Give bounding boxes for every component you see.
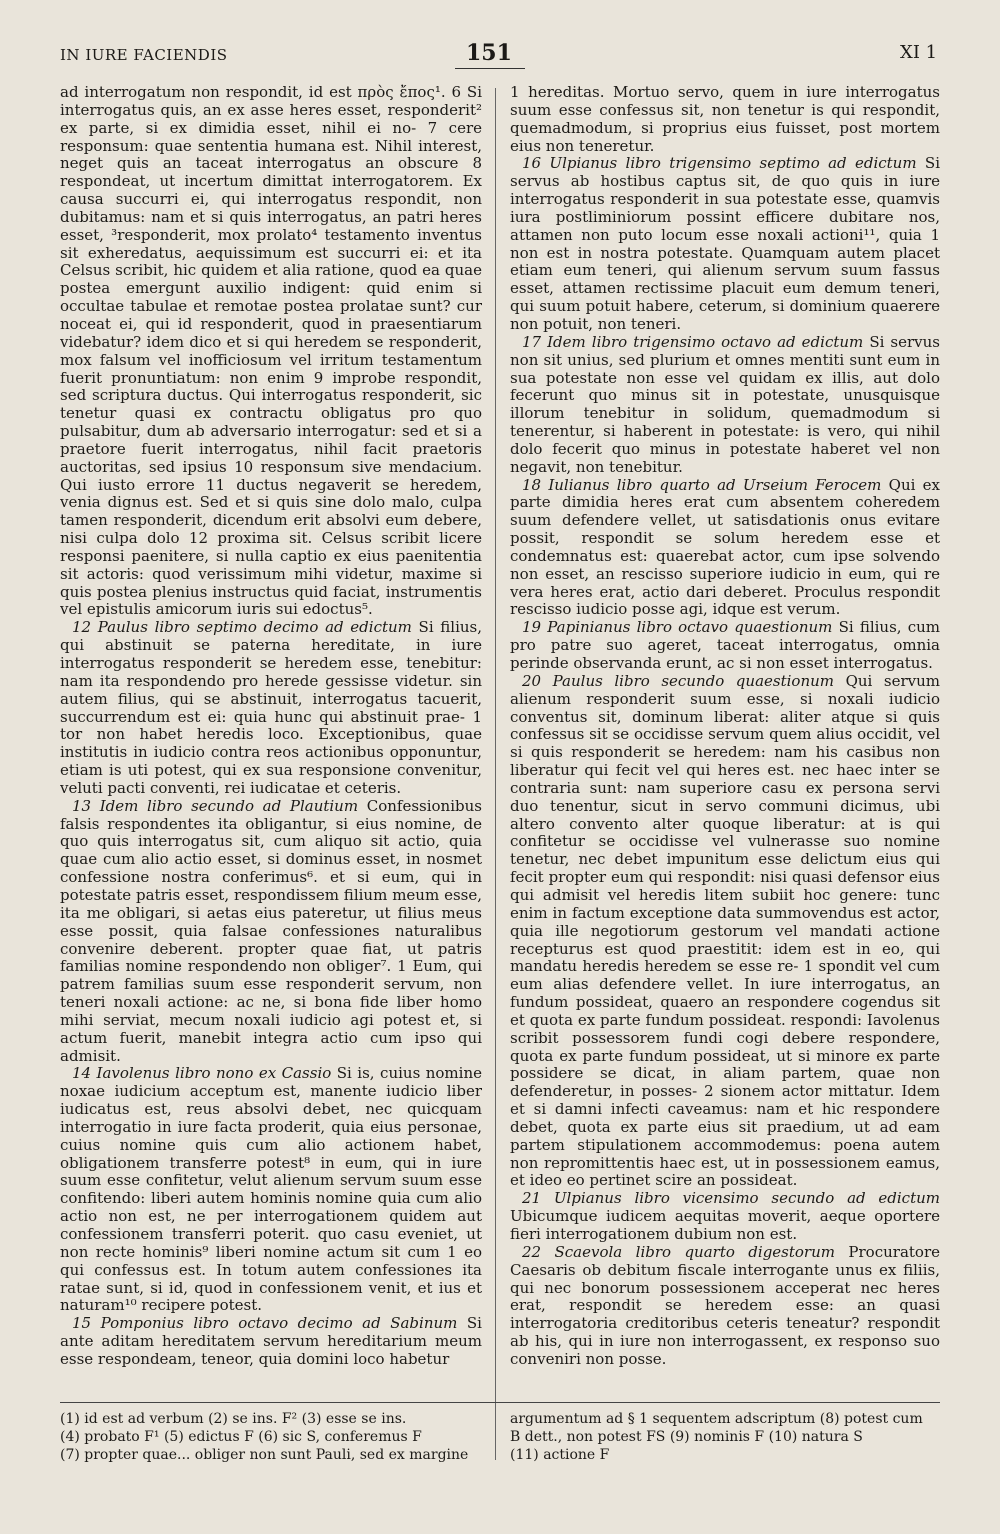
section-text: Confessionibus falsis respondentes ita obligantur, si eius nomine, de quo quis interrogatus sit, cum aliquo sit actio, quia quae cum alio actio esset, si dominus esset, in nosmet confessione nostra conferimus⁶. et si eum, qui in potestate patris esset, respondissem filium meum esse, ita me obligari, si aetas eius pateretur, ut filius meus esse possit, quia falsae confessiones naturalibus convenire deberent. propter quae fiat, ut patris familias nomine respondendo non obliger⁷. 1 Eum, qui patrem familias suum esse responderit servum, non teneri noxali actione: ac ne, si bona fide liber homo mihi serviat, mecum noxali iudicio agi potest et, si actum fuerit, manebit integra actio cum ipso qui admisit.	[60, 796, 482, 1065]
running-title: IN IURE FACIENDIS	[60, 46, 228, 64]
section-heading: 14 Iavolenus libro nono ex Cassio	[72, 1064, 332, 1083]
section-heading: 22 Scaevola libro quarto digestorum	[522, 1242, 835, 1261]
section-17	[510, 334, 940, 477]
left-column-intro: ad interrogatum non respondit, id est πρὸς ἔπος¹. 6 Si interrogatus quis, an ex asse heres esset, responderit² ex parte, si ex dimidia esset, nihil ei no- 7 cere responsum: quae sententia humana est. Nihil interest, neget quis an taceat interrogatus an obscure 8 respondeat, ut incertum dimittat interrogatorem. Ex causa succurri ei, qui interrogatus respondit, non dubitamus: nam et si quis interrogatus, an patri heres esset, ³responderit, mox prolato⁴ testamento inventus sit exheredatus, aequissimum est succurri ei: et ita Celsus scribit, hic quidem et alia ratione, quod ea quae postea emergunt auxilio indigent: quid enim si occultae tabulae et remotae postea prolatae sunt? cur noceat ei, qui id responderit, quod in praesentiarum videbatur? idem dico et si qui heredem se responderit, mox falsum vel inofficiosum vel irritum testamentum fuerit pronuntiatum: non enim 9 improbe respondit, sed scriptura ductus. Qui interrogatus responderit, sic tenetur quasi ex contractu obligatus pro quo pulsabitur, dum ab adversario interrogatur: sed et si a praetore fuerit interrogatus, nihil facit praetoris auctoritas, sed ipsius 10 responsum sive mendacium. Qui iusto errore 11 ductus negaverit se heredem, venia dignus est. Sed et si quis sine dolo malo, culpa tamen responderit, dicendum erit absolvi eum debere, nisi culpa dolo 12 proxima sit. Celsus scribit licere responsi paenitere, si nulla captio ex eius paenitentia sit actoris: quod verissimum mihi videtur, maxime si quis postea plenius instructus quid faciat, instrumentis vel epistulis amicorum iuris sui edoctus⁵.	[60, 84, 482, 619]
section-text: Si servus non sit unius, sed plurium et omnes mentiti sunt eum in sua potestate non esse vel quidam ex illis, aut dolo fecerunt quo minus sit in potestate, unusquisque illorum tenebitur in solidum, quemadmodum si tenerentur, si haberent in potestate: is vero, qui nihil dolo fecerit quo minus in potestate haberet vel non negavit, non tenebitur.	[510, 332, 940, 476]
section-text: Si is, cuius nomine noxae iudicium acceptum est, manente iudicio liber iudicatus est, reus absolvi debet, nec quicquam interrogatio in iure facta proderit, quia eius personae, cuius nomine quis cum alio actionem habet, obligationem transferre potest⁸ in eum, qui in iure suum esse confitetur, velut alienum servum suum esse confitendo: liberi autem hominis nomine quia cum alio actio non est, ne per interrogationem quidem aut confessionem transferri poterit. quo casu eveniet, ut non recte hominis⁹ liberi nomine actum sit cum 1 eo qui confessus est. In totum autem confessiones ita ratae sunt, si id, quod in confessionem venit, et ius et naturam¹⁰ recipere potest.	[60, 1064, 482, 1315]
section-text: Si filius, cum pro patre suo ageret, taceat interrogatus, omnia perinde observanda erunt, ac si non esset interrogatus.	[510, 618, 940, 672]
section-text: Ubicumque iudicem aequitas moverit, aeque oportere fieri interrogationem dubium non est.	[510, 1207, 940, 1243]
section-heading: 19 Papinianus libro octavo quaestionum	[522, 618, 833, 637]
section-14	[60, 1065, 482, 1315]
right-sections	[510, 155, 940, 1368]
section-15	[60, 1315, 482, 1369]
section-reference: XI 1	[900, 42, 938, 63]
section-heading: 15 Pomponius libro octavo decimo ad Sabinum	[72, 1314, 458, 1333]
section-18	[510, 477, 940, 620]
section-heading: 21 Ulpianus libro vicensimo secundo ad edictum	[522, 1189, 940, 1208]
left-text-column	[60, 84, 482, 1396]
footnotes-left: (1) id est ad verbum (2) se ins. F² (3) esse se ins. (4) probato F¹ (5) edictus F (6) sic S, conferemus F (7) propter quae... obliger non sunt Pauli, sed ex margine	[60, 1411, 469, 1463]
page-number: 151	[466, 40, 512, 66]
section-text: Si ante aditam hereditatem servum hereditarium meum esse respondeam, teneor, quia domini loco habetur	[60, 1314, 482, 1368]
section-19	[510, 619, 940, 673]
section-text: Si servus ab hostibus captus sit, de quo quis in iure interrogatus responderit in sua potestate esse, quamvis iura postliminiorum possint efficere dubitare nos, attamen non puto locum esse noxali actioni¹¹, quia 1 non est in nostra potestate. Quamquam autem placet etiam eum teneri, qui alienum servum suum fassus esset, attamen rectissime placuit eum demum teneri, qui suum potuit habere, ceterum, si dominium quaerere non potuit, non teneri.	[510, 154, 940, 333]
section-12	[60, 619, 482, 797]
section-21	[510, 1190, 940, 1244]
left-sections	[60, 619, 482, 1368]
page-number-rule	[455, 68, 525, 69]
section-16	[510, 155, 940, 333]
section-22	[510, 1244, 940, 1369]
right-column-intro: 1 hereditas. Mortuo servo, quem in iure interrogatus suum esse confessus sit, non tenetur is qui respondit, quemadmodum, si proprius eius fuisset, post mortem eius non teneretur.	[510, 84, 940, 155]
section-text: Si filius, qui abstinuit se paterna hereditate, in iure interrogatus responderit se heredem esse, tenebitur: nam ita respondendo pro herede gessisse videtur. sin autem filius, qui se abstinuit, interrogatus tacuerit, succurrendum est ei: quia hunc qui abstinuit prae- 1 tor non habet heredis loco. Exceptionibus, quae institutis in iudicio contra reos actionibus opponuntur, etiam is uti potest, qui ex sua responsione convenitur, veluti pacti conventi, rei iudicatae et ceteris.	[60, 618, 482, 797]
section-13	[60, 798, 482, 1066]
section-20	[510, 673, 940, 1190]
section-heading: 18 Iulianus libro quarto ad Urseium Ferocem	[522, 475, 882, 494]
section-heading: 17 Idem libro trigensimo octavo ad edictum	[522, 332, 864, 351]
section-text: Procuratore Caesaris ob debitum fiscale interrogante unus ex filiis, qui nec bonorum possessionem acceperat nec heres erat, respondit se heredem esse: an quasi interrogatoria creditoribus ceteris teneatur? respondit ab his, qui in iure non interrogassent, ex responso suo conveniri non posse.	[510, 1242, 940, 1368]
section-heading: 12 Paulus libro septimo decimo ad edictum	[72, 618, 412, 637]
section-heading: 20 Paulus libro secundo quaestionum	[522, 671, 834, 690]
footnotes-right: argumentum ad § 1 sequentem adscriptum (8) potest cum B dett., non potest FS (9) nominis F (10) natura S (11) actione F	[510, 1411, 923, 1463]
section-text: Qui ex parte dimidia heres erat cum absentem coheredem suum defendere vellet, ut satisdationis onus evitare possit, respondit se solum heredem esse et condemnatus est: quaerebat actor, cum ipse solvendo non esset, an rescisso superiore iudicio in eum, qui re vera heres erat, actio dari deberet. Proculus respondit rescisso iudicio posse agi, idque est verum.	[510, 475, 940, 619]
right-text-column	[510, 84, 940, 1396]
section-heading: 13 Idem libro secundo ad Plautium	[72, 796, 359, 815]
footnote-rule	[60, 1402, 940, 1403]
column-divider	[495, 88, 496, 1460]
section-text: Qui servum alienum responderit suum esse, si noxali iudicio conventus sit, dominum liberat: aliter atque si quis confessus sit se occidisse servum quem alius occidit, vel si quis responderit se heredem: nam his casibus non liberatur qui fecit vel qui heres est. nec haec inter se contraria sunt: nam superiore casu ex persona servi duo tenentur, sicut in servo communi dicimus, ubi altero convento alter quoque liberatur: at is qui confitetur se occidisse vel vulnerasse suo nomine tenetur, nec debet impunitum esse delictum eius qui fecit propter eum qui respondit: nisi quasi defensor eius qui admisit vel heredis litem subiit hoc genere: tunc enim in factum exceptione data summovendus est actor, quia ille negotiorum gestorum vel mandati actione recepturus est quod praestitit: idem est in eo, qui mandatu heredis heredem se esse re- 1 spondit vel cum eum alias defendere vellet. In iure interrogatus, an fundum possideat, quaero an respondere cogendus sit et quota ex parte fundum possideat. respondi: Iavolenus scribit possessorem fundi cogi debere respondere, quota ex parte fundum possideat, ut si minore ex parte possidere se dicat, in aliam partem, quae non defenderetur, in posses- 2 sionem actor mittatur. Idem et si damni infecti caveamus: nam et hic respondere debet, quota ex parte eius sit praedium, ut ad eam partem stipulationem accommodemus: poena autem non repromittentis haec est, ut in possessionem eamus, et ideo eo pertinet scire an possideat.	[510, 671, 940, 1190]
section-heading: 16 Ulpianus libro trigensimo septimo ad edictum	[522, 154, 917, 173]
